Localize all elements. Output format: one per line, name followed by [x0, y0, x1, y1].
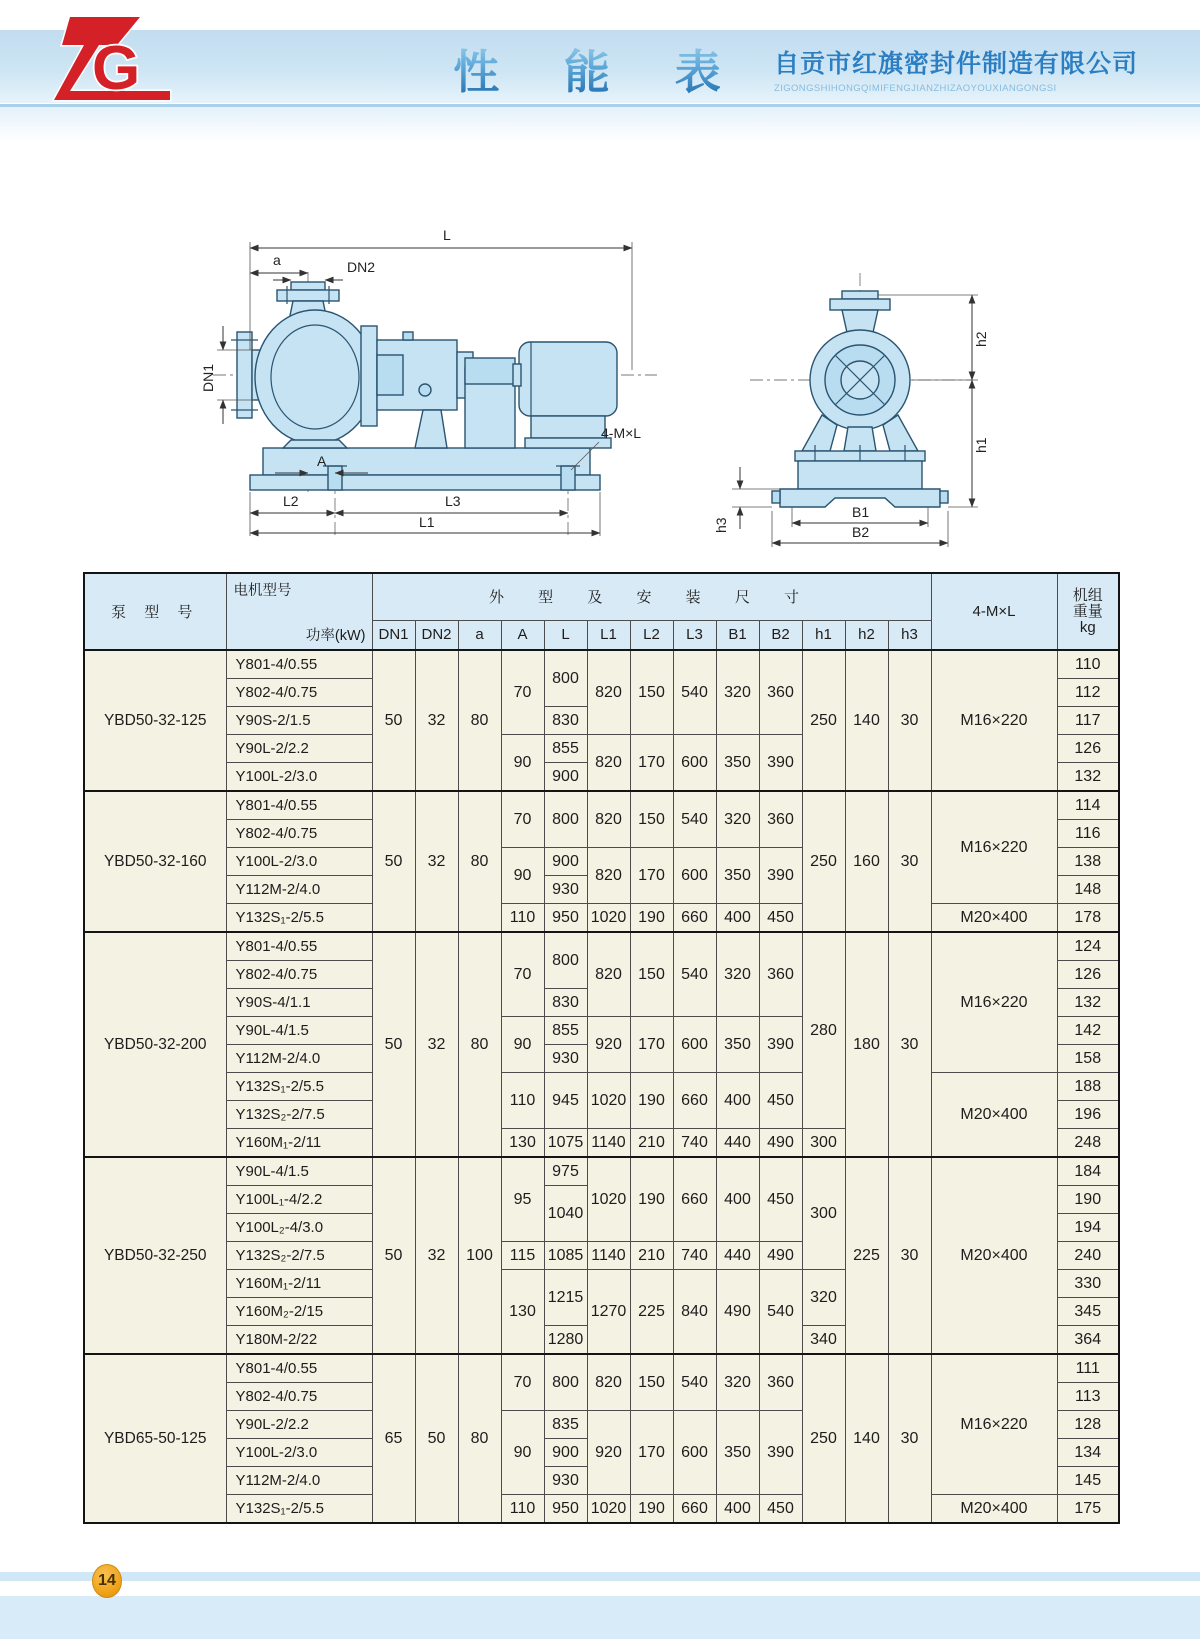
dimension-cell: 250	[802, 650, 845, 791]
dimension-cell: 660	[673, 1073, 716, 1129]
weight-cell: 113	[1057, 1383, 1119, 1411]
dimension-cell: 170	[630, 1017, 673, 1073]
weight-cell: 188	[1057, 1073, 1119, 1101]
dimension-cell: 600	[673, 735, 716, 792]
pump-model-cell: YBD50-32-125	[84, 650, 226, 791]
dimension-cell: 100	[458, 1157, 501, 1354]
motor-model-cell: Y100L₁-4/2.2	[226, 1186, 372, 1214]
dimension-cell: 920	[587, 1411, 630, 1495]
dimension-cell: M20×400	[931, 1157, 1057, 1354]
dimension-cell: 360	[759, 791, 802, 848]
dimension-cell: 930	[544, 1045, 587, 1073]
dimension-cell: 70	[501, 650, 544, 735]
motor-model-cell: Y112M-2/4.0	[226, 1467, 372, 1495]
weight-cell: 124	[1057, 932, 1119, 961]
dim-label-DN1: DN1	[200, 363, 216, 392]
dim-label-L2: L2	[283, 493, 299, 509]
motor-model-cell: Y100L-2/3.0	[226, 848, 372, 876]
col-header-a: a	[458, 620, 501, 650]
company-block	[774, 44, 1138, 94]
dimension-cell: 820	[587, 735, 630, 792]
dimension-cell: 32	[415, 650, 458, 791]
dim-label-bolt: 4-M×L	[601, 425, 642, 441]
dimension-cell: 70	[501, 791, 544, 848]
dimension-cell: 1040	[544, 1186, 587, 1242]
dimension-cell: 80	[458, 1354, 501, 1523]
dimension-cell: 150	[630, 932, 673, 1017]
pump-model-cell: YBD65-50-125	[84, 1354, 226, 1523]
weight-cell: 190	[1057, 1186, 1119, 1214]
dimension-cell: 360	[759, 1354, 802, 1411]
dimension-cell: 250	[802, 1354, 845, 1523]
motor-model-cell: Y132S₂-2/7.5	[226, 1242, 372, 1270]
dimension-cell: 350	[716, 735, 759, 792]
col-header-dimensions-group: 外 型 及 安 装 尺 寸	[372, 573, 931, 620]
pump-end-view-drawing	[680, 255, 1010, 555]
motor-model-cell: Y90L-2/2.2	[226, 1411, 372, 1439]
dimension-cell: 440	[716, 1242, 759, 1270]
dim-label-DN2: DN2	[347, 259, 376, 275]
motor-model-cell: Y100L-2/3.0	[226, 763, 372, 792]
dimension-cell: 130	[501, 1270, 544, 1355]
dimension-cell: 350	[716, 848, 759, 904]
dimension-cell: 855	[544, 735, 587, 763]
weight-cell: 175	[1057, 1495, 1119, 1524]
dimension-cell: 350	[716, 1411, 759, 1495]
footer-stripe	[0, 1572, 1200, 1581]
dimension-cell: 90	[501, 1017, 544, 1073]
dimension-cell: 70	[501, 932, 544, 1017]
dimension-cell: 900	[544, 763, 587, 792]
dimension-cell: 1140	[587, 1242, 630, 1270]
pump-side-view-drawing	[165, 200, 670, 540]
dimension-cell: 820	[587, 1354, 630, 1411]
dimension-cell: 90	[501, 1411, 544, 1495]
weight-cell: 184	[1057, 1157, 1119, 1186]
motor-model-cell: Y90S-2/1.5	[226, 707, 372, 735]
dimension-cell: 80	[458, 932, 501, 1157]
dimension-cell: 855	[544, 1017, 587, 1045]
dimension-cell: 190	[630, 1073, 673, 1129]
weight-cell: 114	[1057, 791, 1119, 820]
weight-cell: 330	[1057, 1270, 1119, 1298]
dimension-cell: 225	[845, 1157, 888, 1354]
dimension-cell: 975	[544, 1157, 587, 1186]
dimension-cell: 1085	[544, 1242, 587, 1270]
weight-cell: 158	[1057, 1045, 1119, 1073]
motor-model-cell: Y90L-4/1.5	[226, 1157, 372, 1186]
dimension-cell: M20×400	[931, 1073, 1057, 1158]
dimension-cell: 540	[673, 932, 716, 1017]
col-header-B2: B2	[759, 620, 802, 650]
dimension-cell: 30	[888, 791, 931, 932]
dimension-cell: 150	[630, 650, 673, 735]
dimension-cell: 390	[759, 1411, 802, 1495]
motor-model-cell: Y802-4/0.75	[226, 961, 372, 989]
dimension-cell: 65	[372, 1354, 415, 1523]
dimension-cell: 340	[802, 1326, 845, 1355]
dimension-cell: 110	[501, 1073, 544, 1129]
dim-label-h1: h1	[973, 437, 989, 453]
pump-model-cell: YBD50-32-250	[84, 1157, 226, 1354]
dimension-cell: 540	[759, 1270, 802, 1355]
col-header-L2: L2	[630, 620, 673, 650]
dimension-cell: 1215	[544, 1270, 587, 1326]
dimension-cell: 945	[544, 1073, 587, 1129]
dimension-cell: 1075	[544, 1129, 587, 1158]
weight-cell: 126	[1057, 735, 1119, 763]
dimension-cell: 180	[845, 932, 888, 1157]
dimension-cell: 835	[544, 1411, 587, 1439]
motor-model-cell: Y132S₁-2/5.5	[226, 1073, 372, 1101]
motor-model-cell: Y160M₁-2/11	[226, 1129, 372, 1158]
company-name-en: ZIGONGSHIHONGQIMIFENGJIANZHIZAOYOUXIANGONGSI	[773, 83, 1057, 94]
dimension-cell: 660	[673, 1157, 716, 1242]
weight-cell: 111	[1057, 1354, 1119, 1383]
logo-g-letter: G	[92, 34, 141, 103]
weight-cell: 148	[1057, 876, 1119, 904]
dimension-cell: 920	[587, 1017, 630, 1073]
dimension-cell: 190	[630, 904, 673, 933]
dimension-cell: 130	[501, 1129, 544, 1158]
dimension-cell: 660	[673, 1495, 716, 1524]
page-title: 性 能 表	[453, 36, 747, 102]
footer-band	[0, 1596, 1200, 1639]
dimension-cell: 830	[544, 707, 587, 735]
dimension-cell: 170	[630, 848, 673, 904]
dimension-cell: 820	[587, 932, 630, 1017]
dimension-cell: 1020	[587, 904, 630, 933]
dimension-cell: 140	[845, 650, 888, 791]
motor-model-cell: Y801-4/0.55	[226, 791, 372, 820]
motor-model-cell: Y90L-2/2.2	[226, 735, 372, 763]
dimension-cell: 820	[587, 791, 630, 848]
dimension-cell: 210	[630, 1242, 673, 1270]
weight-cell: 132	[1057, 763, 1119, 792]
dimension-cell: M20×400	[931, 1495, 1057, 1524]
dimension-cell: 900	[544, 848, 587, 876]
col-header-bolt: 4-M×L	[931, 573, 1057, 650]
weight-cell: 112	[1057, 679, 1119, 707]
dim-label-L1: L1	[419, 514, 435, 530]
col-header-pump-model: 泵 型 号	[84, 573, 226, 650]
dimension-cell: 740	[673, 1242, 716, 1270]
dimension-cell: 450	[759, 1073, 802, 1129]
dimension-cell: 390	[759, 735, 802, 792]
col-header-weight	[1057, 573, 1119, 650]
dimension-cell: 32	[415, 1157, 458, 1354]
dimension-cell: 280	[802, 932, 845, 1129]
motor-model-cell: Y160M₁-2/11	[226, 1270, 372, 1298]
motor-model-cell: Y801-4/0.55	[226, 1354, 372, 1383]
dimension-cell: 490	[716, 1270, 759, 1355]
dimension-cell: 1020	[587, 1495, 630, 1524]
weight-cell: 142	[1057, 1017, 1119, 1045]
dimension-cell: 32	[415, 932, 458, 1157]
dimension-cell: 540	[673, 650, 716, 735]
dim-label-h2: h2	[973, 331, 989, 347]
dimension-cell: 320	[716, 791, 759, 848]
col-header-L3: L3	[673, 620, 716, 650]
dimension-cell: 800	[544, 650, 587, 707]
dimension-cell: 540	[673, 791, 716, 848]
col-header-h1: h1	[802, 620, 845, 650]
dimension-cell: 300	[802, 1157, 845, 1270]
dimension-cell: 190	[630, 1495, 673, 1524]
dimension-cell: 210	[630, 1129, 673, 1158]
weight-cell: 364	[1057, 1326, 1119, 1355]
dimension-cell: 400	[716, 1157, 759, 1242]
dimension-cell: 450	[759, 904, 802, 933]
col-header-h3: h3	[888, 620, 931, 650]
dim-label-h3: h3	[713, 517, 729, 533]
dimension-cell: 490	[759, 1242, 802, 1270]
motor-model-cell: Y802-4/0.75	[226, 820, 372, 848]
motor-model-cell: Y802-4/0.75	[226, 1383, 372, 1411]
power-label: 功率(kW)	[305, 628, 366, 644]
dimension-cell: 50	[372, 1157, 415, 1354]
dimension-cell: 440	[716, 1129, 759, 1158]
header-band-fade	[0, 107, 1200, 141]
dim-label-L3: L3	[445, 493, 461, 509]
dimension-cell: 600	[673, 1411, 716, 1495]
weight-cell: 248	[1057, 1129, 1119, 1158]
dimension-cell: 600	[673, 848, 716, 904]
dimension-cell: 1020	[587, 1157, 630, 1242]
dimension-cell: 820	[587, 650, 630, 735]
dimension-cell: 50	[372, 932, 415, 1157]
pump-model-cell: YBD50-32-200	[84, 932, 226, 1157]
dimension-cell: 320	[716, 1354, 759, 1411]
dimension-cell: 1270	[587, 1270, 630, 1355]
dimension-cell: 800	[544, 791, 587, 848]
dimension-cell: 450	[759, 1495, 802, 1524]
dimension-cell: M20×400	[931, 904, 1057, 933]
dimension-cell: 250	[802, 791, 845, 932]
dimension-cell: 400	[716, 904, 759, 933]
weight-cell: 138	[1057, 848, 1119, 876]
dimension-cell: 225	[630, 1270, 673, 1355]
weight-label-line1: 机组	[1072, 586, 1103, 604]
weight-cell: 194	[1057, 1214, 1119, 1242]
dimension-cell: 1020	[587, 1073, 630, 1129]
dimension-cell: 320	[716, 932, 759, 1017]
dimension-cell: 90	[501, 848, 544, 904]
dimension-cell: 110	[501, 1495, 544, 1524]
col-header-motor-power	[226, 573, 372, 650]
dimension-cell: 320	[802, 1270, 845, 1326]
spec-table-body	[84, 650, 1119, 1523]
dimension-cell: 115	[501, 1242, 544, 1270]
dimension-cell: 540	[673, 1354, 716, 1411]
motor-model-label: 电机型号	[233, 583, 292, 599]
dimension-cell: M16×220	[931, 791, 1057, 904]
motor-model-cell: Y801-4/0.55	[226, 932, 372, 961]
weight-cell: 126	[1057, 961, 1119, 989]
weight-cell: 116	[1057, 820, 1119, 848]
dimension-cell: 170	[630, 1411, 673, 1495]
dimension-cell: 740	[673, 1129, 716, 1158]
dimension-cell: 820	[587, 848, 630, 904]
dimension-cell: 840	[673, 1270, 716, 1355]
dim-label-B2: B2	[852, 524, 870, 540]
dimension-cell: 490	[759, 1129, 802, 1158]
dimension-cell: 80	[458, 791, 501, 932]
dimension-cell: M16×220	[931, 650, 1057, 791]
dimension-cell: M16×220	[931, 932, 1057, 1073]
dimension-cell: 170	[630, 735, 673, 792]
col-header-B1: B1	[716, 620, 759, 650]
page-number-badge: 14	[92, 1564, 122, 1598]
dimension-cell: 900	[544, 1439, 587, 1467]
weight-cell: 117	[1057, 707, 1119, 735]
dimension-cell: 950	[544, 1495, 587, 1524]
motor-model-cell: Y132S₂-2/7.5	[226, 1101, 372, 1129]
dimension-cell: 830	[544, 989, 587, 1017]
dimension-cell: 190	[630, 1157, 673, 1242]
dimension-cell: 70	[501, 1354, 544, 1411]
motor-model-cell: Y132S₁-2/5.5	[226, 1495, 372, 1524]
dim-label-A: A	[317, 453, 327, 469]
motor-model-cell: Y100L-2/3.0	[226, 1439, 372, 1467]
dimension-cell: 400	[716, 1495, 759, 1524]
dimension-cell: 90	[501, 735, 544, 792]
dimension-cell: 30	[888, 932, 931, 1157]
col-header-L1: L1	[587, 620, 630, 650]
weight-cell: 196	[1057, 1101, 1119, 1129]
col-header-h2: h2	[845, 620, 888, 650]
motor-model-cell: Y180M-2/22	[226, 1326, 372, 1355]
motor-model-cell: Y90L-4/1.5	[226, 1017, 372, 1045]
dimension-cell: 30	[888, 650, 931, 791]
dimension-cell: 600	[673, 1017, 716, 1073]
dimension-cell: 1140	[587, 1129, 630, 1158]
dimension-cell: 390	[759, 848, 802, 904]
dimension-cell: 50	[372, 791, 415, 932]
weight-cell: 145	[1057, 1467, 1119, 1495]
motor-model-cell: Y801-4/0.55	[226, 650, 372, 679]
dimension-cell: 350	[716, 1017, 759, 1073]
dimension-cell: 140	[845, 1354, 888, 1523]
dimension-cell: 30	[888, 1157, 931, 1354]
spec-table	[83, 572, 1120, 1524]
dimension-cell: 950	[544, 904, 587, 933]
dimension-cell: 160	[845, 791, 888, 932]
dimension-cell: 800	[544, 932, 587, 989]
dimension-cell: 930	[544, 876, 587, 904]
dimension-cell: 300	[802, 1129, 845, 1158]
dimension-cell: 800	[544, 1354, 587, 1411]
weight-cell: 240	[1057, 1242, 1119, 1270]
dimension-cell: 110	[501, 904, 544, 933]
dim-label-B1: B1	[852, 504, 870, 520]
dimension-cell: 400	[716, 1073, 759, 1129]
dim-label-L: L	[443, 227, 451, 243]
dimension-cell: 660	[673, 904, 716, 933]
dim-label-a: a	[273, 252, 281, 268]
weight-cell: 178	[1057, 904, 1119, 933]
dimension-cell: 1280	[544, 1326, 587, 1355]
weight-cell: 128	[1057, 1411, 1119, 1439]
dimension-cell: 80	[458, 650, 501, 791]
col-header-A: A	[501, 620, 544, 650]
dimension-cell: 30	[888, 1354, 931, 1523]
weight-cell: 110	[1057, 650, 1119, 679]
col-header-DN1: DN1	[372, 620, 415, 650]
motor-model-cell: Y90S-4/1.1	[226, 989, 372, 1017]
motor-model-cell: Y112M-2/4.0	[226, 1045, 372, 1073]
motor-model-cell: Y160M₂-2/15	[226, 1298, 372, 1326]
dimension-cell: 95	[501, 1157, 544, 1242]
dimension-cell: 930	[544, 1467, 587, 1495]
weight-label-line2: 重量	[1072, 602, 1103, 620]
dimension-cell: 50	[372, 650, 415, 791]
col-header-DN2: DN2	[415, 620, 458, 650]
dimension-cell: 32	[415, 791, 458, 932]
weight-cell: 132	[1057, 989, 1119, 1017]
dimension-cell: 320	[716, 650, 759, 735]
dimension-cell: 360	[759, 650, 802, 735]
dimension-cell: 360	[759, 932, 802, 1017]
weight-cell: 134	[1057, 1439, 1119, 1467]
dimension-cell: 150	[630, 1354, 673, 1411]
pump-model-cell: YBD50-32-160	[84, 791, 226, 932]
motor-model-cell: Y100L₂-4/3.0	[226, 1214, 372, 1242]
weight-label-line3: kg	[1079, 618, 1096, 636]
col-header-L: L	[544, 620, 587, 650]
dimension-cell: 390	[759, 1017, 802, 1073]
company-name-cn: 自贡市红旗密封件制造有限公司	[773, 50, 1138, 78]
motor-model-cell: Y112M-2/4.0	[226, 876, 372, 904]
dimension-cell: 450	[759, 1157, 802, 1242]
motor-model-cell: Y802-4/0.75	[226, 679, 372, 707]
dimension-cell: M16×220	[931, 1354, 1057, 1495]
weight-cell: 345	[1057, 1298, 1119, 1326]
dimension-cell: 150	[630, 791, 673, 848]
dimension-cell: 50	[415, 1354, 458, 1523]
motor-model-cell: Y132S₁-2/5.5	[226, 904, 372, 933]
